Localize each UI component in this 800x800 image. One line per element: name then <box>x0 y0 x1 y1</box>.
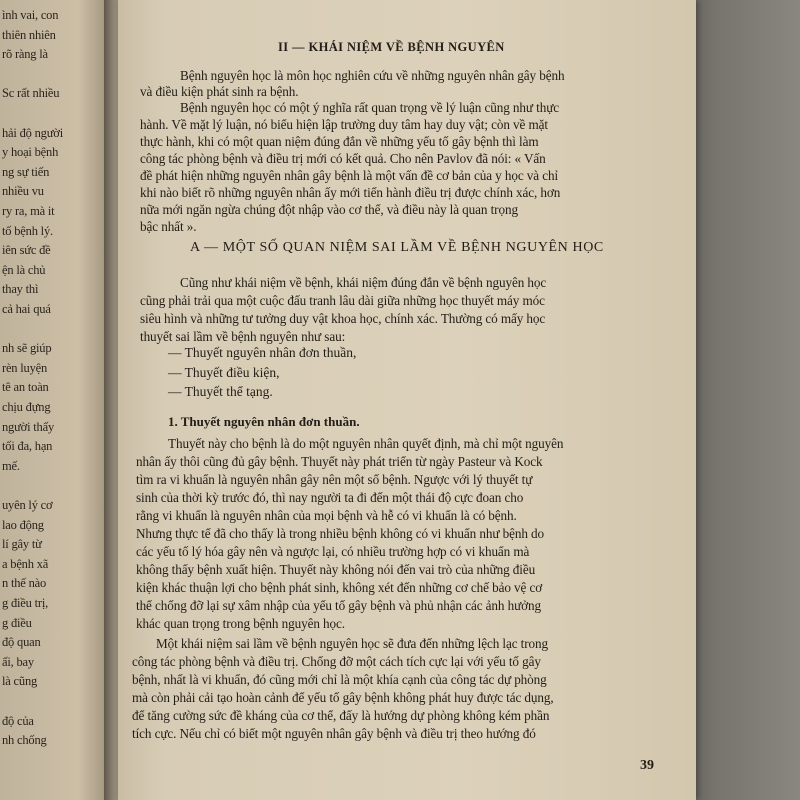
left-page-line: thay thì <box>2 282 39 297</box>
paragraph-line: khác quan trọng trong bệnh nguyên học. <box>136 616 345 631</box>
left-page-line: thiên nhiên <box>2 27 56 42</box>
paragraph-line: bệnh, nhất là vi khuẩn, đó cũng mới chỉ là một khía cạnh của công tác dự phòng <box>132 672 547 687</box>
subsection-heading-a: A — MỘT SỐ QUAN NIỆM SAI LẦM VỀ BỆNH NGUYÊN HỌC <box>190 240 604 255</box>
paragraph-line: công tác phòng bệnh và điều trị. Chống đỡ một cách tích cực lại với yếu tố gây <box>132 654 541 669</box>
left-page-line: g điều <box>2 615 32 630</box>
paragraph-line: Một khái niệm sai lầm về bệnh nguyên học sẽ đưa đến những lệch lạc trong <box>156 636 548 651</box>
right-page <box>118 0 696 800</box>
paragraph-line: tìm ra vi khuẩn là nguyên nhân gây nên một số bệnh. Ngược với lý thuyết tự <box>136 472 533 487</box>
paragraph-line: đề phát hiện những nguyên nhân gây bệnh là một vấn đề cơ bản của y học và chỉ <box>140 168 559 183</box>
section-title: II — KHÁI NIỆM VỀ BỆNH NGUYÊN <box>278 40 505 54</box>
paragraph-line: thể chống đỡ lại sự xâm nhập của yếu tố gây bệnh và phủ nhận các ảnh hưởng <box>136 598 541 613</box>
numbered-heading: 1. Thuyết nguyên nhân đơn thuần. <box>168 414 360 429</box>
paragraph-line: Bệnh nguyên học có một ý nghĩa rất quan trọng về lý luận cũng như thực <box>180 100 560 115</box>
left-page-line: lí gây từ <box>2 537 42 552</box>
left-page-line: ng sự tiến <box>2 164 50 179</box>
paragraph-line: Cũng như khái niệm về bệnh, khái niệm đúng đắn về bệnh nguyên học <box>180 275 547 290</box>
list-item: — Thuyết điều kiện, <box>168 365 280 380</box>
left-page-line: tê an toàn <box>2 380 49 395</box>
left-page-line: nhiều vu <box>2 184 44 199</box>
left-page-line: cả hai quá <box>2 302 51 316</box>
left-page-line: chịu đựng <box>2 400 51 414</box>
paragraph-line: bậc nhất ». <box>140 219 197 234</box>
left-page-line: độ quan <box>2 635 41 650</box>
left-page-line: n thế nào <box>2 576 47 591</box>
left-page-line: y hoại bệnh <box>2 145 59 160</box>
paragraph-line: nữa mới ngăn ngừa chúng đột nhập vào cơ thể, và điều này là quan trọng <box>140 202 518 217</box>
left-page-line: ry ra, mà it <box>2 204 55 218</box>
paragraph-line: mà còn phải cải tạo hoàn cảnh để yếu tố gây bệnh không phát huy được tác dụng, <box>132 690 554 705</box>
left-page <box>0 0 112 800</box>
left-page-line: iên sức đề <box>2 243 51 258</box>
paragraph-line: để tăng cường sức đề kháng của cơ thể, đấy là hướng dự phòng không kém phần <box>132 708 550 723</box>
paragraph-line: Thuyết này cho bệnh là do một nguyên nhân quyết định, mà chỉ một nguyên <box>168 436 564 451</box>
intro-line: Bệnh nguyên học là môn học nghiên cứu về những nguyên nhân gây bệnh <box>180 68 565 83</box>
paragraph-line: cũng phải trải qua một cuộc đấu tranh lâu dài giữa những học thuyết máy móc <box>140 293 545 308</box>
left-page-line: mế. <box>2 458 20 473</box>
paragraph-line: hành. Về mặt lý luận, nó biểu hiện lập trường duy tâm hay duy vật; còn về mặt <box>140 117 548 132</box>
left-page-line: g điều trị, <box>2 596 49 610</box>
paragraph-line: siêu hình và những tư tưởng duy vật khoa học, chính xác. Thường có mấy học <box>140 311 546 326</box>
paragraph-line: thực hành, khi có một quan niệm đúng đắn về những yếu tố gây bệnh thì làm <box>140 134 539 149</box>
paragraph-line: nhân ấy thôi cũng đủ gây bệnh. Thuyết này phát triển từ ngày Pasteur và Kock <box>136 454 543 469</box>
left-page-line: nh sẽ giúp <box>2 341 52 356</box>
paragraph-line: tích cực. Nếu chỉ có biết một nguyên nhân gây bệnh và điều trị theo hướng đó <box>132 726 536 741</box>
left-page-line: lao động <box>2 517 44 532</box>
paragraph-line: rằng vi khuẩn là nguyên nhân của mọi bệnh và hễ có vi khuẩn là có bệnh. <box>136 508 517 523</box>
left-page-line: ình vai, con <box>2 8 59 22</box>
paragraph-line: sinh của thời kỳ trước đó, thì nay người ta đi đến một thái độ cực đoan cho <box>136 490 524 505</box>
left-page-line: hải độ người <box>2 125 63 140</box>
left-page-line: độ của <box>2 713 34 728</box>
left-page-line: là cũng <box>2 674 38 689</box>
paragraph-line: kiện khác thuận lợi cho bệnh phát sinh, không xét đến những cơ chế bảo vệ cơ <box>136 580 543 595</box>
paragraph-line: không thấy bệnh xuất hiện. Thuyết này không nói đến vai trò của những điều <box>136 562 536 577</box>
left-page-line: ện là chủ <box>2 262 46 277</box>
list-item: — Thuyết nguyên nhân đơn thuần, <box>168 345 357 360</box>
page-number: 39 <box>640 758 654 773</box>
paragraph-line: các yếu tố lý hóa gây nên và ngược lại, có nhiều trường hợp có vi khuẩn mà <box>136 544 530 559</box>
left-page-line: nh chống <box>2 733 47 748</box>
paragraph-line: khi nào biết rõ những nguyên nhân ấy mới tiến hành điều trị được chính xác, hơn <box>140 185 561 200</box>
intro-line: và điều kiện phát sinh ra bệnh. <box>140 84 299 99</box>
paragraph-line: Nhưng thực tế đã cho thấy là trong nhiều bệnh không có vi khuẩn như bệnh do <box>136 526 545 541</box>
left-page-line: rèn luyện <box>2 360 48 375</box>
paragraph-line: công tác phòng bệnh và điều trị mới có kết quả. Cho nên Pavlov đã nói: « Vấn <box>140 151 546 166</box>
list-item: — Thuyết thể tạng. <box>168 384 273 399</box>
paragraph-line: thuyết sai lầm về bệnh nguyên như sau: <box>140 329 346 344</box>
left-page-line: a bệnh xã <box>2 556 49 571</box>
left-page-line: uyên lý cơ <box>2 498 53 512</box>
left-page-line: rõ ràng là <box>2 47 48 62</box>
left-page-line: người thấy <box>2 419 55 434</box>
left-page-line: tố bệnh lý. <box>2 223 53 238</box>
left-page-line: Sc rất nhiều <box>2 86 60 101</box>
left-page-line: ấi, bay <box>2 654 34 669</box>
left-page-line: tối đa, hạn <box>2 439 53 454</box>
